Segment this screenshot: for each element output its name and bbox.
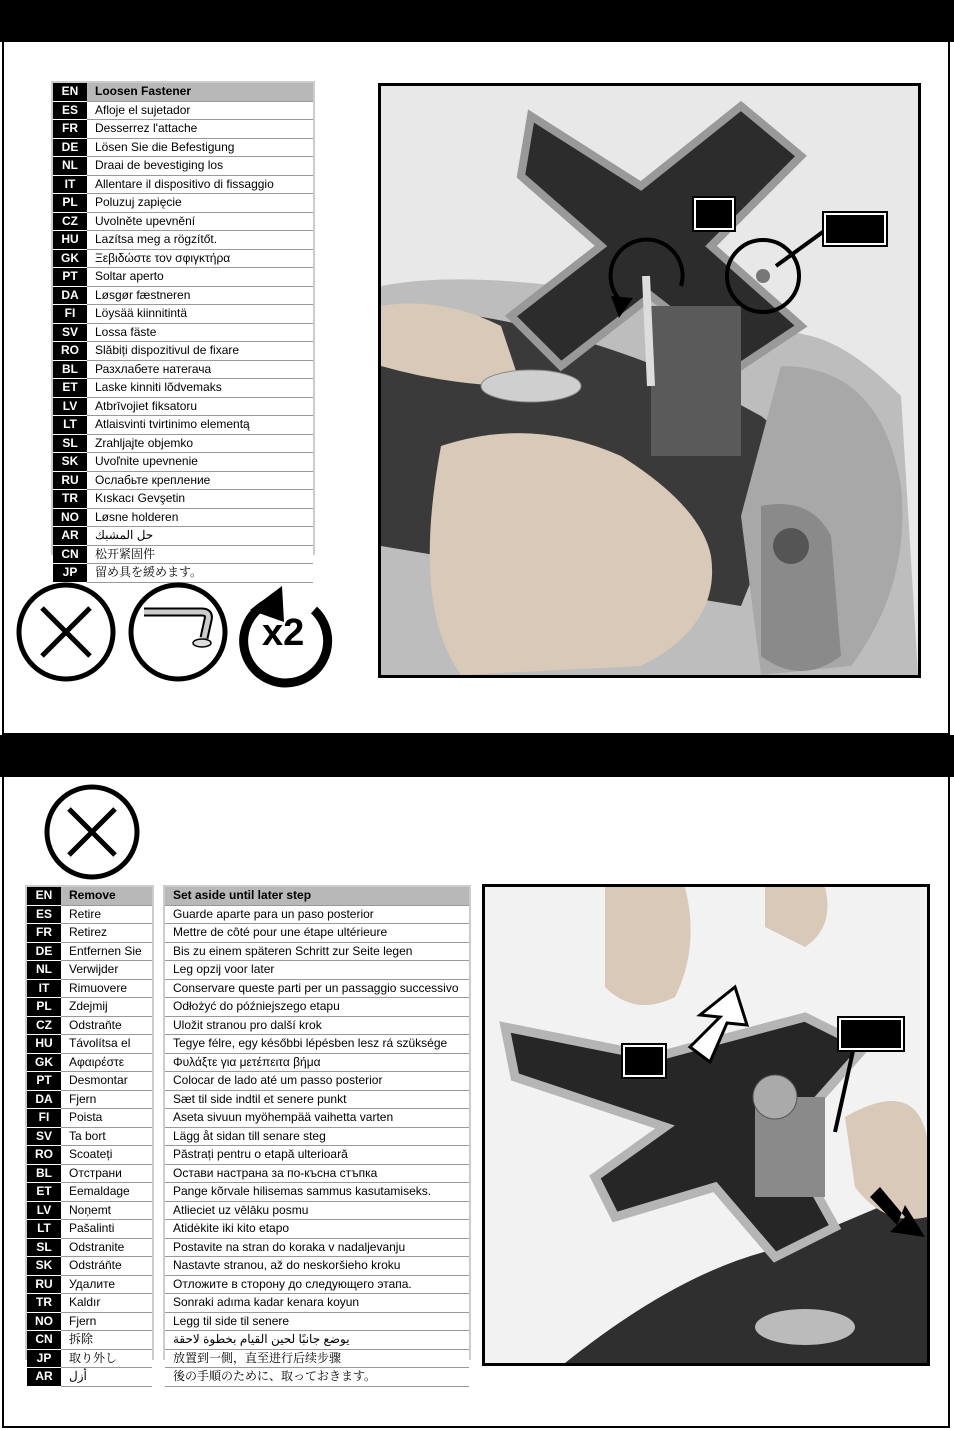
language-code: JP [27, 1349, 61, 1368]
set-aside-text: Uložit stranou pro další krok [165, 1016, 469, 1035]
language-code: CN [53, 545, 87, 564]
set-aside-text: Pange kõrvale hilisemas sammus kasutamiseks. [165, 1183, 469, 1202]
language-row [27, 961, 152, 980]
language-row [53, 490, 313, 509]
language-code: LT [53, 416, 87, 435]
remove-text: Fjern [61, 1312, 152, 1331]
language-row [27, 905, 152, 924]
callout-box-large [839, 1018, 903, 1050]
set-aside-text: 後の手順のために、取っておきます。 [165, 1368, 469, 1387]
note-row [165, 979, 469, 998]
language-code: PT [53, 268, 87, 287]
note-row [165, 905, 469, 924]
language-code: ET [53, 379, 87, 398]
language-code: RU [27, 1275, 61, 1294]
note-row [165, 1275, 469, 1294]
callout-box-small [694, 198, 734, 230]
language-code: CN [27, 1331, 61, 1350]
note-row [165, 1146, 469, 1165]
step2-header-bar [0, 735, 954, 777]
instruction-text: حل المشبك [87, 527, 313, 546]
language-row [53, 453, 313, 472]
language-code: SV [53, 323, 87, 342]
language-row [53, 434, 313, 453]
language-code: GK [27, 1053, 61, 1072]
step1-photo [378, 83, 921, 678]
note-row [165, 1220, 469, 1239]
step2-photo-illustration [485, 887, 927, 1363]
remove-icon [42, 782, 142, 882]
instruction-text: Lossa fäste [87, 323, 313, 342]
instruction-text: Draai de bevestiging los [87, 157, 313, 176]
language-code: SK [27, 1257, 61, 1276]
remove-text: 拆除 [61, 1331, 152, 1350]
set-aside-text: يوضع جانبًا لحين القيام بخطوة لاحقة [165, 1331, 469, 1350]
language-code: IT [27, 979, 61, 998]
set-aside-text: Φυλάξτε για μετέπειτα βήμα [165, 1053, 469, 1072]
instruction-text: Loosen Fastener [87, 83, 313, 101]
language-code: SL [53, 434, 87, 453]
instruction-text: Løsne holderen [87, 508, 313, 527]
language-row [53, 360, 313, 379]
set-aside-text: Păstrați pentru o etapă ulterioară [165, 1146, 469, 1165]
remove-text: Odstranite [61, 1238, 152, 1257]
set-aside-text: Tegye félre, egy későbbi lépésben lesz rá szüksége [165, 1035, 469, 1054]
note-row [165, 1053, 469, 1072]
language-row [53, 175, 313, 194]
note-row [165, 1035, 469, 1054]
instruction-text: Laske kinniti lõdvemaks [87, 379, 313, 398]
top-header-bar [0, 0, 954, 42]
instruction-text: Atbrīvojiet fiksatoru [87, 397, 313, 416]
language-row [27, 887, 152, 905]
language-code: NL [27, 961, 61, 980]
language-row [53, 231, 313, 250]
instruction-text: Desserrez l'attache [87, 120, 313, 139]
remove-text: Odstraňte [61, 1016, 152, 1035]
set-aside-text: 放置到一側，直至进行后续步骤 [165, 1349, 469, 1368]
instruction-text: Afloje el sujetador [87, 101, 313, 120]
language-code: RU [53, 471, 87, 490]
language-code: DA [53, 286, 87, 305]
language-row [27, 1275, 152, 1294]
language-code: RO [27, 1146, 61, 1165]
set-aside-text: Atlieciet uz vēlāku posmu [165, 1201, 469, 1220]
language-code: PL [53, 194, 87, 213]
language-code: ES [27, 905, 61, 924]
set-aside-text: Conservare queste parti per un passaggio successivo [165, 979, 469, 998]
language-row [53, 286, 313, 305]
language-code: AR [53, 527, 87, 546]
language-row [53, 194, 313, 213]
instruction-text: Atlaisvinti tvirtinimo elementą [87, 416, 313, 435]
language-code: RO [53, 342, 87, 361]
step1-photo-illustration [381, 86, 918, 675]
language-row [27, 1220, 152, 1239]
instruction-text: Løsgør fæstneren [87, 286, 313, 305]
set-aside-text: Odłożyć do późniejszego etapu [165, 998, 469, 1017]
remove-text: Verwijder [61, 961, 152, 980]
remove-text: Zdejmij [61, 998, 152, 1017]
language-row [53, 323, 313, 342]
language-code: IT [53, 175, 87, 194]
language-code: SL [27, 1238, 61, 1257]
remove-text: Scoateți [61, 1146, 152, 1165]
language-code: GK [53, 249, 87, 268]
remove-text: Eemaldage [61, 1183, 152, 1202]
language-code: DE [53, 138, 87, 157]
language-row [27, 924, 152, 943]
language-code: PT [27, 1072, 61, 1091]
instruction-text: Slăbiți dispozitivul de fixare [87, 342, 313, 361]
language-row [27, 1090, 152, 1109]
set-aside-text: Lägg åt sidan till senare steg [165, 1127, 469, 1146]
language-row [27, 1164, 152, 1183]
language-row [27, 1109, 152, 1128]
set-aside-text: Leg opzij voor later [165, 961, 469, 980]
language-code: FR [53, 120, 87, 139]
remove-text: Pašalinti [61, 1220, 152, 1239]
remove-text: Remove [61, 887, 152, 905]
note-row [165, 1368, 469, 1387]
language-code: AR [27, 1368, 61, 1387]
language-row [53, 379, 313, 398]
language-row [53, 101, 313, 120]
note-row [165, 1127, 469, 1146]
note-row [165, 961, 469, 980]
note-row [165, 1164, 469, 1183]
remove-text: Entfernen Sie [61, 942, 152, 961]
language-row [27, 1127, 152, 1146]
language-code: LV [53, 397, 87, 416]
language-row [27, 1331, 152, 1350]
language-code: LT [27, 1220, 61, 1239]
set-aside-text: Set aside until later step [165, 887, 469, 905]
language-code: HU [53, 231, 87, 250]
language-row [53, 471, 313, 490]
callout-box-large [824, 213, 886, 245]
note-row [165, 1257, 469, 1276]
language-row [53, 249, 313, 268]
language-row [27, 1053, 152, 1072]
remove-text: Rimuovere [61, 979, 152, 998]
language-row [53, 138, 313, 157]
set-aside-text: Aseta sivuun myöhempää vaihetta varten [165, 1109, 469, 1128]
language-row [27, 1312, 152, 1331]
language-code: CZ [27, 1016, 61, 1035]
instruction-text: Lazítsa meg a rögzítőt. [87, 231, 313, 250]
language-row [53, 212, 313, 231]
instruction-text: Разхлабете натегача [87, 360, 313, 379]
set-aside-text: Bis zu einem späteren Schritt zur Seite legen [165, 942, 469, 961]
language-row [27, 998, 152, 1017]
language-row [53, 120, 313, 139]
note-row [165, 1109, 469, 1128]
instruction-text: Zrahljajte objemko [87, 434, 313, 453]
instruction-text: Allentare il dispositivo di fissaggio [87, 175, 313, 194]
set-aside-text: Sæt til side indtil et senere punkt [165, 1090, 469, 1109]
note-row [165, 1331, 469, 1350]
language-row [53, 83, 313, 101]
language-code: NO [53, 508, 87, 527]
note-row [165, 942, 469, 961]
instruction-text: 松开紧固件 [87, 545, 313, 564]
remove-text: Noņemt [61, 1201, 152, 1220]
note-row [165, 1238, 469, 1257]
language-code: CZ [53, 212, 87, 231]
remove-text: Отстрани [61, 1164, 152, 1183]
remove-text: Ta bort [61, 1127, 152, 1146]
language-code: HU [27, 1035, 61, 1054]
remove-text: Odstráňte [61, 1257, 152, 1276]
remove-text: Удалите [61, 1275, 152, 1294]
step2-verb-table [27, 887, 152, 1387]
language-row [53, 508, 313, 527]
remove-text: Αφαιρέστε [61, 1053, 152, 1072]
language-row [53, 416, 313, 435]
language-row [27, 1035, 152, 1054]
remove-text: أزل [61, 1368, 152, 1387]
language-row [53, 305, 313, 324]
language-row [27, 1349, 152, 1368]
language-code: FR [27, 924, 61, 943]
note-row [165, 1183, 469, 1202]
note-row [165, 1090, 469, 1109]
set-aside-text: Postavite na stran do koraka v nadaljevanju [165, 1238, 469, 1257]
language-code: NO [27, 1312, 61, 1331]
remove-text: 取り外し [61, 1349, 152, 1368]
language-code: JP [53, 564, 87, 583]
set-aside-text: Отложите в сторону до следующего этапа. [165, 1275, 469, 1294]
instruction-text: Ξεβιδώστε τον σφιγκτήρα [87, 249, 313, 268]
instruction-text: Ослабьте крепление [87, 471, 313, 490]
instruction-text: Poluzuj zapięcie [87, 194, 313, 213]
language-code: ES [53, 101, 87, 120]
set-aside-text: Atidėkite iki kito etapo [165, 1220, 469, 1239]
language-row [27, 1146, 152, 1165]
language-row [53, 342, 313, 361]
note-row [165, 1016, 469, 1035]
step2-photo [482, 884, 930, 1366]
language-row [27, 1368, 152, 1387]
language-row [53, 157, 313, 176]
instruction-text: Uvoľnite upevnenie [87, 453, 313, 472]
language-row [53, 545, 313, 564]
instruction-text: Uvolněte upevnění [87, 212, 313, 231]
no-screw-icon [19, 585, 113, 679]
instruction-text: 留め具を緩めます。 [87, 564, 313, 583]
language-code: EN [27, 887, 61, 905]
language-row [53, 527, 313, 546]
remove-text: Fjern [61, 1090, 152, 1109]
instruction-text: Kıskacı Gevşetin [87, 490, 313, 509]
note-row [165, 1072, 469, 1091]
instruction-text: Lösen Sie die Befestigung [87, 138, 313, 157]
language-code: TR [27, 1294, 61, 1313]
language-code: NL [53, 157, 87, 176]
remove-text: Retirez [61, 924, 152, 943]
language-code: BL [53, 360, 87, 379]
instruction-text: Löysää kiinnitintä [87, 305, 313, 324]
remove-text: Desmontar [61, 1072, 152, 1091]
remove-text: Retire [61, 905, 152, 924]
note-row [165, 887, 469, 905]
set-aside-text: Colocar de lado até um passo posterior [165, 1072, 469, 1091]
language-code: DA [27, 1090, 61, 1109]
language-code: LV [27, 1201, 61, 1220]
language-row [27, 1201, 152, 1220]
language-code: EN [53, 83, 87, 101]
language-code: ET [27, 1183, 61, 1202]
note-row [165, 1294, 469, 1313]
callout-box-small [623, 1045, 665, 1077]
remove-text: Kaldır [61, 1294, 152, 1313]
language-row [53, 397, 313, 416]
note-row [165, 924, 469, 943]
language-row [27, 942, 152, 961]
language-code: BL [27, 1164, 61, 1183]
set-aside-text: Sonraki adıma kadar kenara koyun [165, 1294, 469, 1313]
language-row [27, 1238, 152, 1257]
language-row [27, 979, 152, 998]
note-row [165, 1312, 469, 1331]
language-row [27, 1294, 152, 1313]
step2-note-table [165, 887, 469, 1387]
instruction-text: Soltar aperto [87, 268, 313, 287]
step1-language-table [53, 83, 313, 583]
language-code: SK [53, 453, 87, 472]
note-row [165, 1201, 469, 1220]
language-code: PL [27, 998, 61, 1017]
language-code: FI [27, 1109, 61, 1128]
set-aside-text: Nastavte stranou, až do neskoršieho kroku [165, 1257, 469, 1276]
remove-text: Távolítsa el [61, 1035, 152, 1054]
set-aside-text: Guarde aparte para un paso posterior [165, 905, 469, 924]
language-row [53, 268, 313, 287]
repeat-count-label: x2 [262, 612, 305, 654]
hex-key-icon [131, 585, 225, 679]
language-code: DE [27, 942, 61, 961]
set-aside-text: Mettre de côté pour une étape ultérieure [165, 924, 469, 943]
language-code: FI [53, 305, 87, 324]
set-aside-text: Legg til side til senere [165, 1312, 469, 1331]
language-code: SV [27, 1127, 61, 1146]
remove-text: Poista [61, 1109, 152, 1128]
language-row [27, 1183, 152, 1202]
note-row [165, 1349, 469, 1368]
language-row [27, 1257, 152, 1276]
set-aside-text: Остави настрана за по-късна стъпка [165, 1164, 469, 1183]
language-code: TR [53, 490, 87, 509]
language-row [27, 1016, 152, 1035]
language-row [27, 1072, 152, 1091]
note-row [165, 998, 469, 1017]
